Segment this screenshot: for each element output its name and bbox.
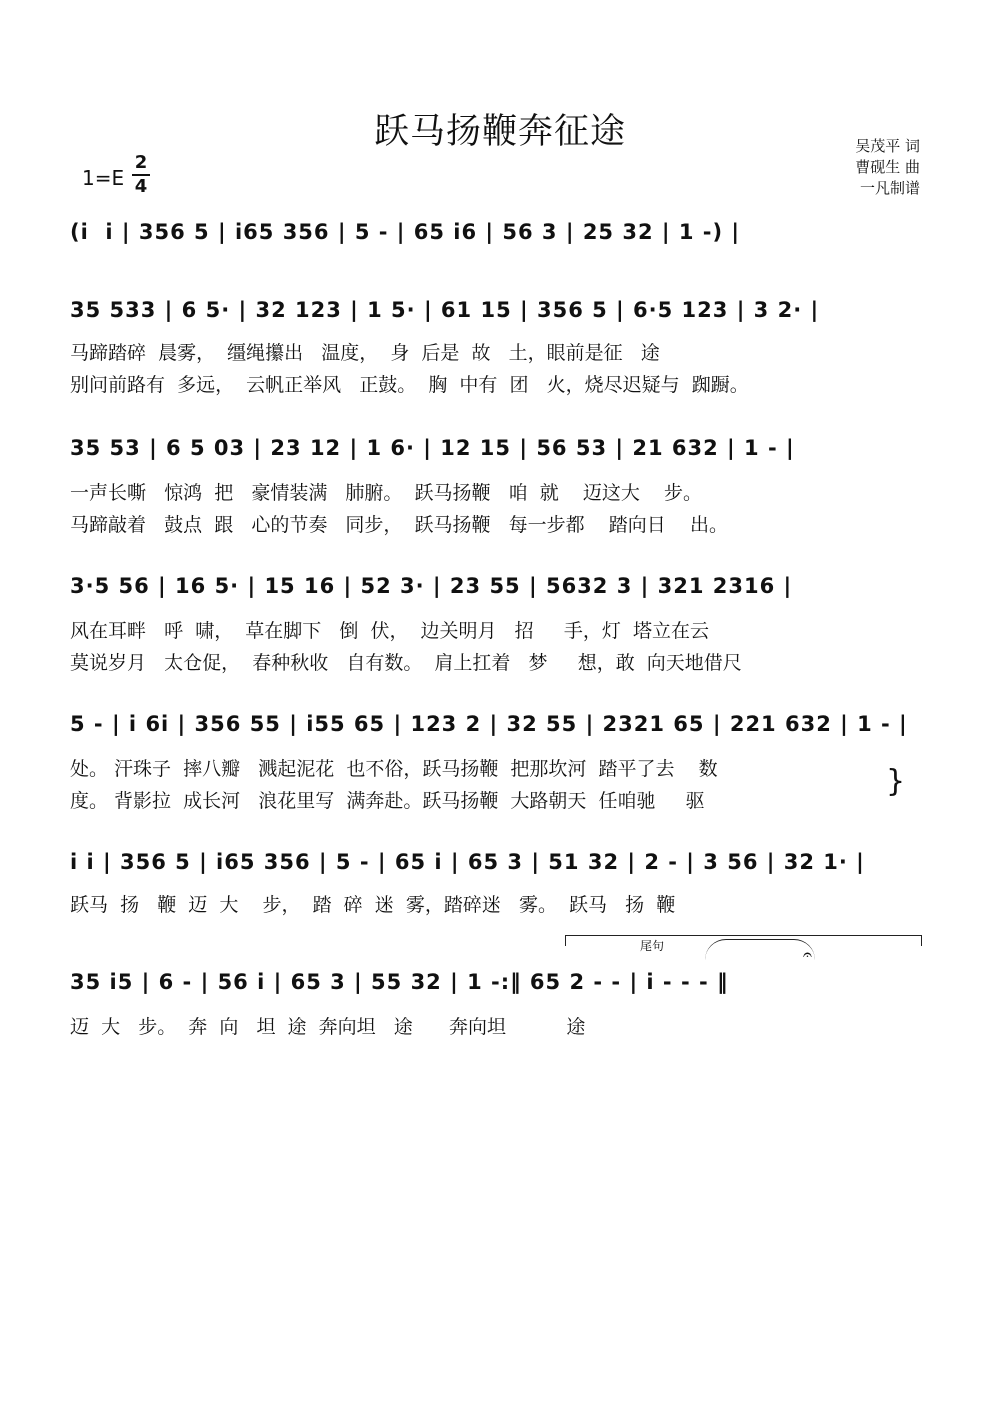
notation: 5 - | i 6i | 356 55 | i55 65 | 123 2 | 32 55 | 2321 65 | 221 632 | 1 - |: [70, 712, 908, 736]
time-signature-lower: 4: [134, 176, 148, 197]
notation: 35 i5 | 6 - | 56 i | 65 3 | 55 32 | 1 -:‖ 65 2 - - | i - - - ‖: [70, 970, 729, 994]
notation: 35 533 | 6 5· | 32 123 | 1 5· | 61 15 | 356 5 | 6·5 123 | 3 2· |: [70, 298, 820, 322]
notation: i i | 356 5 | i65 356 | 5 - | 65 i | 65 3 | 51 32 | 2 - | 3 56 | 32 1· |: [70, 850, 865, 874]
arranger: 一凡制谱: [859, 179, 920, 197]
verse-brace: }: [886, 764, 906, 799]
composer: 曹砚生 曲: [855, 158, 920, 176]
lyric-verse-2: 马蹄敲着 鼓点 跟 心的节奏 同步， 跃马扬鞭 每一步都 踏向日 出。: [70, 514, 728, 536]
key-signature: 1=E: [82, 166, 125, 190]
notation: (i i | 356 5 | i65 356 | 5 - | 65 i6 | 56 3 | 25 32 | 1 -) |: [70, 220, 741, 244]
lyric-verse-1: 处。 汗珠子 摔八瓣 溅起泥花 也不俗，跃马扬鞭 把那坎河 踏平了去 数: [70, 758, 718, 780]
fermata-icon: 𝄐: [803, 945, 812, 964]
lyric-verse-1: 风在耳畔 呼 啸， 草在脚下 倒 伏， 边关明月 招 手，灯 塔立在云: [70, 620, 709, 642]
time-signature: [132, 153, 150, 197]
credits: [855, 136, 920, 199]
lyric-verse-1: 迈 大 步。 奔 向 坦 途 奔向坦 途 奔向坦 途: [70, 1016, 586, 1038]
lyric-verse-2: 莫说岁月 太仓促， 春种秋收 自有数。 肩上扛着 梦 想，敢 向天地借尺: [70, 652, 742, 674]
lyric-verse-1: 马蹄踏碎 晨雾， 缰绳攥出 温度， 身 后是 故 土，眼前是征 途: [70, 342, 660, 364]
lyricist: 吴茂平 词: [855, 137, 920, 155]
song-title: 跃马扬鞭奔征途: [373, 112, 626, 152]
lyric-verse-2: 别问前路有 多远， 云帆正举风 正鼓。 胸 中有 团 火，烧尽迟疑与 踟蹰。: [70, 374, 749, 396]
notation: 3·5 56 | 16 5· | 15 16 | 52 3· | 23 55 | 5632 3 | 321 2316 |: [70, 574, 793, 598]
lyric-verse-1: 跃马 扬 鞭 迈 大 步， 踏 碎 迷 雾，踏碎迷 雾。 跃马 扬 鞭: [70, 894, 676, 916]
time-signature-upper: 2: [132, 153, 150, 176]
notation: 35 53 | 6 5 03 | 23 12 | 1 6· | 12 15 | 56 53 | 21 632 | 1 - |: [70, 436, 795, 460]
lyric-verse-2: 度。 背影拉 成长河 浪花里写 满奔赴。跃马扬鞭 大路朝天 任咱驰 驱: [70, 790, 705, 812]
ending-label: 尾句: [640, 939, 665, 953]
lyric-verse-1: 一声长嘶 惊鸿 把 豪情装满 肺腑。 跃马扬鞭 咱 就 迈这大 步。: [70, 482, 703, 504]
slur-mark: [705, 939, 815, 960]
